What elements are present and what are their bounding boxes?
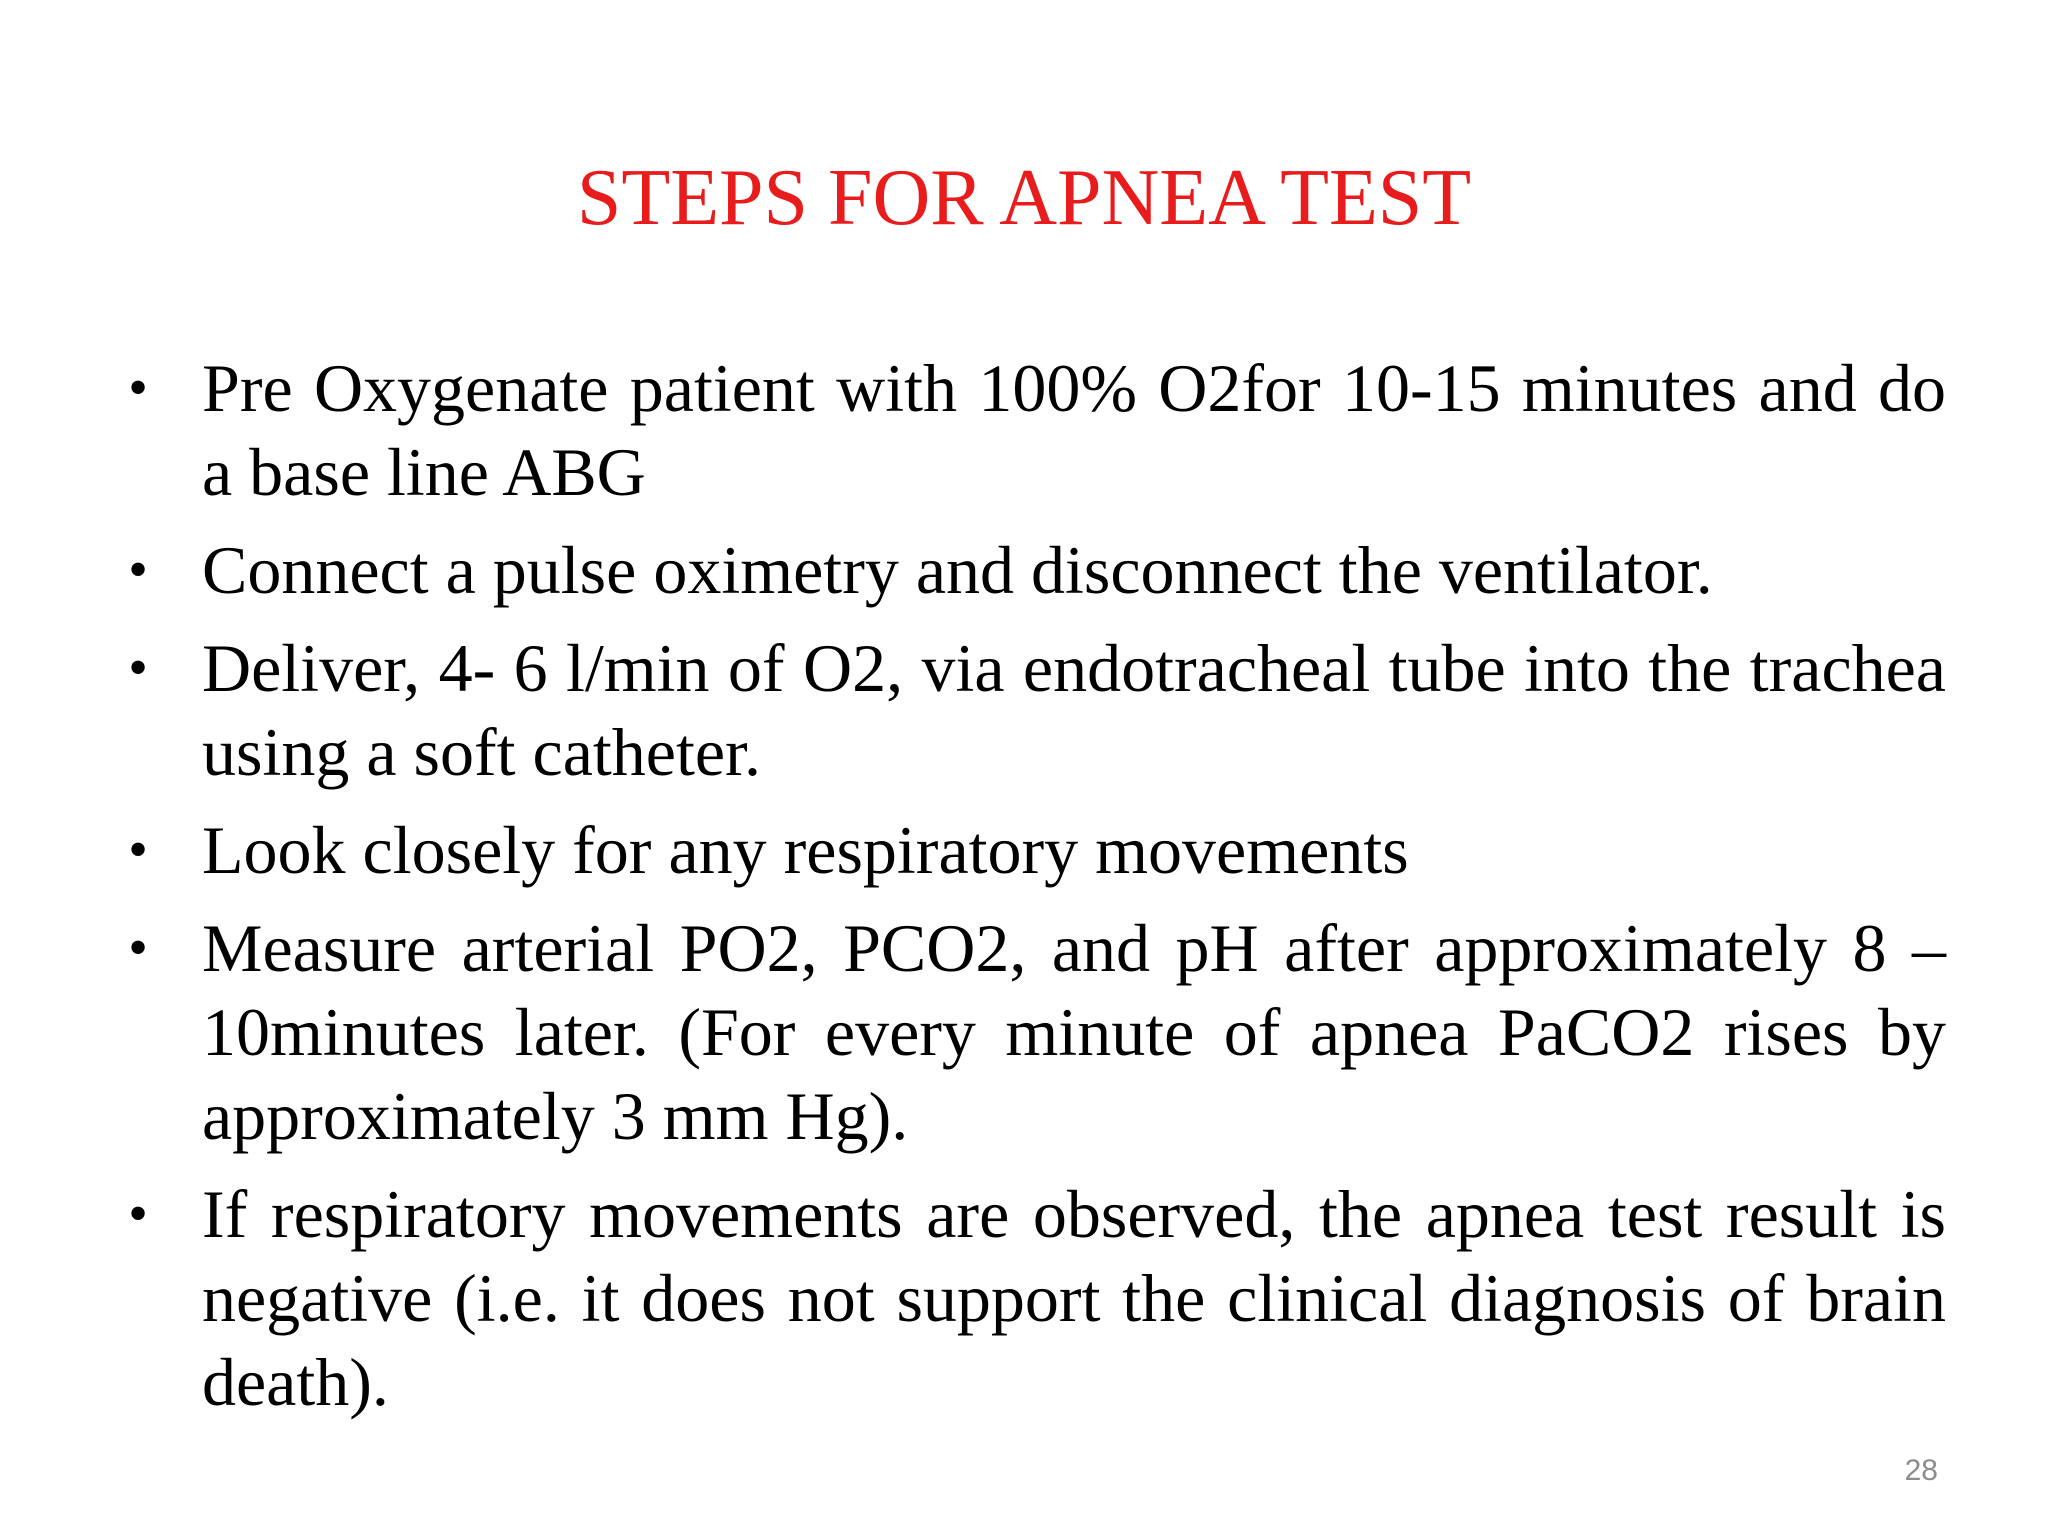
page-number: 28 — [1904, 1454, 1938, 1487]
bullet-icon: • — [128, 637, 148, 699]
bullet-text: If respiratory movements are observed, the apnea test result is negative (i.e. it does not support the clinical diagnosis of brain death). — [202, 1176, 1946, 1420]
slide-title: STEPS FOR APNEA TEST — [576, 154, 1472, 242]
bullet-item-1 — [118, 346, 1946, 514]
bullet-text: Measure arterial PO2, PCO2, and pH after approximately 8 – 10minutes later. (For every minute of apnea PaCO2 rises by approximately 3 mm Hg). — [202, 910, 1946, 1154]
bullet-item-6 — [118, 1172, 1946, 1424]
bullet-text: Look closely for any respiratory movements — [202, 812, 1409, 888]
bullet-text: Connect a pulse oximetry and disconnect the ventilator. — [202, 532, 1713, 608]
bullet-item-2 — [118, 528, 1946, 612]
bullet-list — [118, 346, 1946, 1438]
bullet-icon: • — [128, 819, 148, 881]
bullet-text: Deliver, 4- 6 l/min of O2, via endotracheal tube into the trachea using a soft catheter. — [202, 630, 1946, 790]
bullet-item-3 — [118, 626, 1946, 794]
bullet-icon: • — [128, 1183, 148, 1245]
bullet-item-4 — [118, 808, 1946, 892]
bullet-text: Pre Oxygenate patient with 100% O2for 10-15 minutes and do a base line ABG — [202, 350, 1946, 510]
bullet-icon: • — [128, 539, 148, 601]
bullet-icon: • — [128, 357, 148, 419]
bullet-item-5 — [118, 906, 1946, 1158]
bullet-icon: • — [128, 917, 148, 979]
